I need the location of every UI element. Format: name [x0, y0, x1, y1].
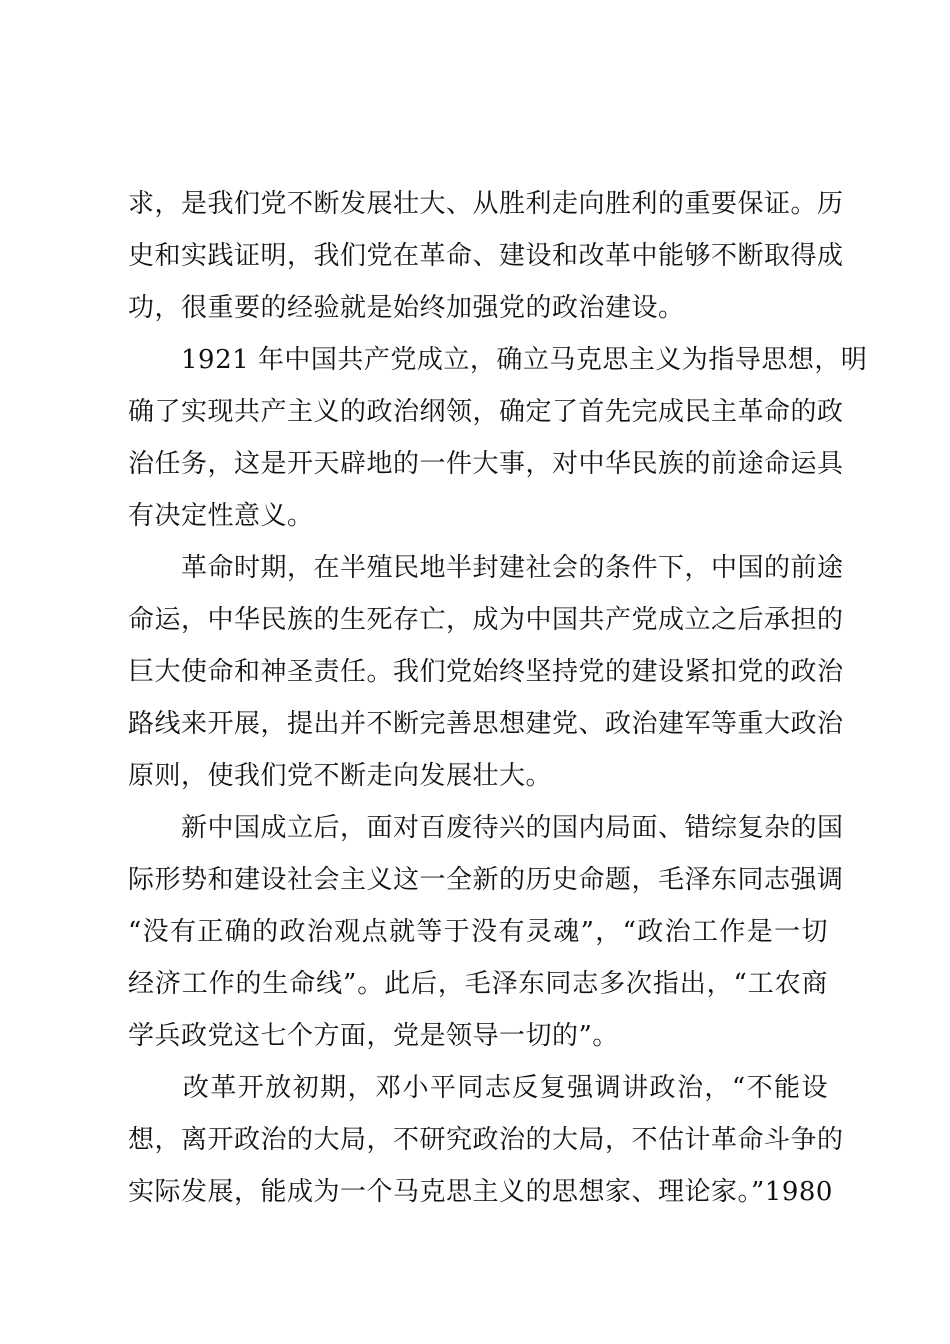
text-line: 有决定性意义。	[128, 501, 314, 531]
paragraph-5	[128, 1062, 844, 1218]
text-line: 治任务，这是开天辟地的一件大事，对中华民族的前途命运具	[128, 449, 844, 479]
paragraph-2	[128, 334, 868, 542]
text-line: 际形势和建设社会主义这一全新的历史命题，毛泽东同志强调	[128, 865, 844, 895]
text-line: 实际发展，能成为一个马克思主义的思想家、理论家。”1980	[128, 1177, 833, 1207]
text-line: “没有正确的政治观点就等于没有灵魂”，“政治工作是一切	[128, 917, 828, 947]
document-body	[128, 178, 868, 1218]
text-line: 原则，使我们党不断走向发展壮大。	[128, 761, 553, 791]
text-line: 路线来开展，提出并不断完善思想建党、政治建军等重大政治	[128, 709, 844, 739]
text-line: 确了实现共产主义的政治纲领，确定了首先完成民主革命的政	[128, 397, 844, 427]
text-line: 1921 年中国共产党成立，确立马克思主义为指导思想，明	[128, 345, 868, 375]
text-line: 功，很重要的经验就是始终加强党的政治建设。	[128, 293, 685, 323]
paragraph-3	[128, 542, 844, 802]
text-line: 求，是我们党不断发展壮大、从胜利走向胜利的重要保证。历	[128, 189, 844, 219]
text-line: 巨大使命和神圣责任。我们党始终坚持党的建设紧扣党的政治	[128, 657, 844, 687]
paragraph-1	[128, 178, 844, 334]
text-line: 史和实践证明，我们党在革命、建设和改革中能够不断取得成	[128, 241, 844, 271]
text-line: 新中国成立后，面对百废待兴的国内局面、错综复杂的国	[128, 813, 844, 843]
text-line: 命运，中华民族的生死存亡，成为中国共产党成立之后承担的	[128, 605, 844, 635]
text-line: 改革开放初期，邓小平同志反复强调讲政治，“不能设	[128, 1073, 828, 1103]
text-line: 革命时期，在半殖民地半封建社会的条件下，中国的前途	[128, 553, 844, 583]
text-line: 学兵政党这七个方面，党是领导一切的”。	[128, 1021, 619, 1051]
text-line: 想，离开政治的大局，不研究政治的大局，不估计革命斗争的	[128, 1125, 844, 1155]
paragraph-4	[128, 802, 844, 1062]
text-line: 经济工作的生命线”。此后，毛泽东同志多次指出，“工农商	[128, 969, 828, 999]
